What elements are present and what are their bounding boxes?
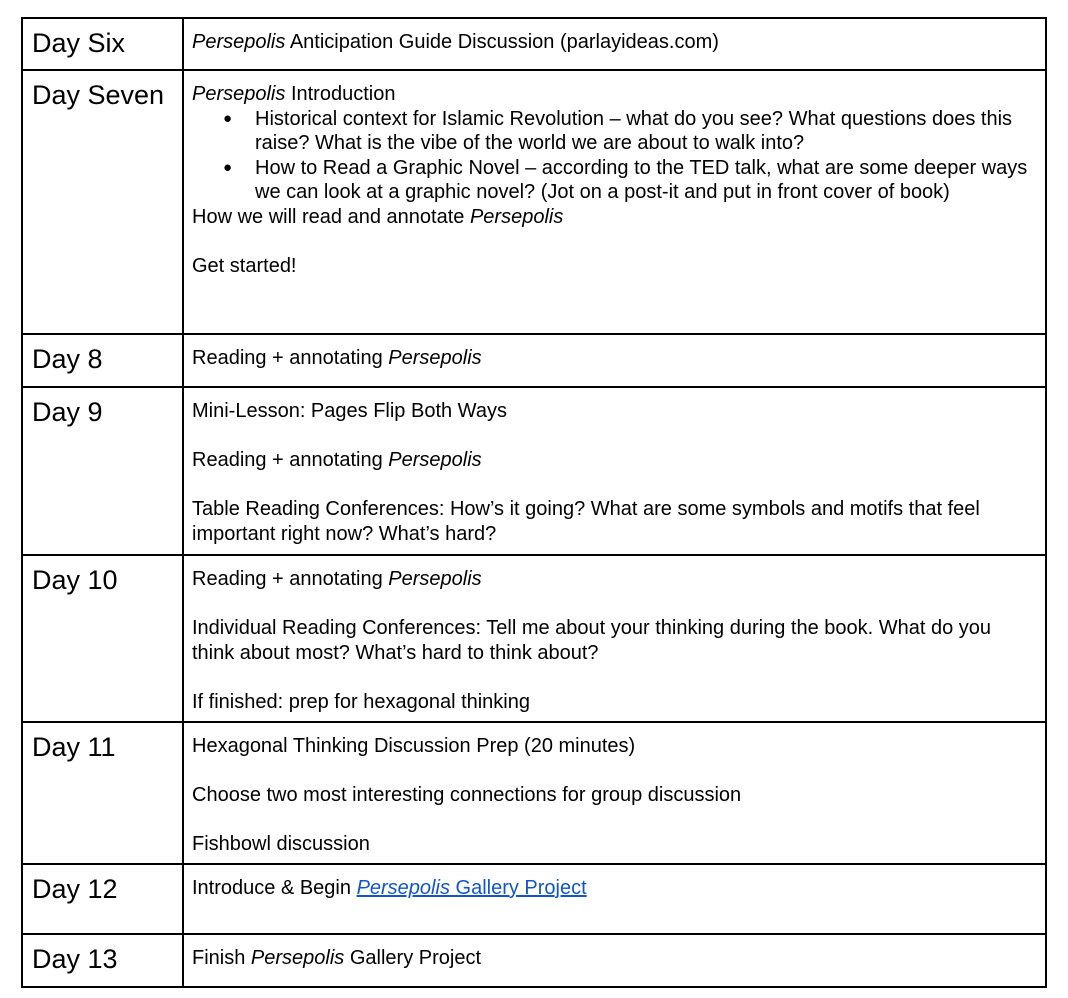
table-row: [22, 864, 1046, 934]
text-run: Hexagonal Thinking Discussion Prep (20 minutes): [192, 735, 636, 757]
list-item: ● Historical context for Islamic Revolution – what do you see? What questions does this raise? What is the vibe of the world we are about to walk into?: [255, 107, 1035, 156]
activity-paragraph: [192, 946, 1035, 971]
table-row: [22, 70, 1046, 334]
text-run: Reading + annotating: [192, 568, 389, 590]
text-run: Choose two most interesting connections for group discussion: [192, 784, 742, 806]
table-row: [22, 18, 1046, 70]
day-activities: [183, 864, 1046, 934]
text-run: Introduction: [285, 83, 396, 105]
text-run: Individual Reading Conferences: Tell me about your thinking during the book. What do you think about most? What’s hard to think about?: [192, 617, 992, 664]
lesson-plan-body: [22, 18, 1046, 987]
text-run: Finish: [192, 947, 251, 969]
day-activities: [183, 555, 1046, 722]
text-run: Table Reading Conferences: How’s it going? What are some symbols and motifs that feel important right now? What’s hard?: [192, 498, 980, 545]
day-activities: [183, 722, 1046, 864]
activity-bullet-list: [192, 107, 1035, 205]
activity-paragraph: [192, 690, 1035, 715]
activity-paragraph: [192, 82, 1035, 107]
activity-paragraph: [192, 783, 1035, 808]
day-label: Day 12: [22, 864, 183, 934]
book-title: Persepolis: [388, 347, 482, 369]
activity-paragraph: [192, 399, 1035, 424]
text-run: Gallery Project: [344, 947, 482, 969]
day-label: Day 11: [22, 722, 183, 864]
text-run: Gallery Project: [449, 877, 587, 899]
text-run: Anticipation Guide Discussion (parlayideas.com): [285, 31, 719, 53]
book-title: Persepolis: [192, 31, 286, 53]
table-row: [22, 722, 1046, 864]
activity-paragraph: [192, 497, 1035, 546]
table-row: [22, 555, 1046, 722]
day-label: Day Seven: [22, 70, 183, 334]
text-run: Introduce & Begin: [192, 877, 357, 899]
text-run: Reading + annotating: [192, 347, 389, 369]
day-activities: [183, 334, 1046, 387]
list-item: ● How to Read a Graphic Novel – according to the TED talk, what are some deeper ways we can look at a graphic novel? (Jot on a post-it and put in front cover of book): [255, 156, 1035, 205]
activity-paragraph: [192, 205, 1035, 230]
day-label: Day 9: [22, 387, 183, 555]
text-run: Mini-Lesson: Pages Flip Both Ways: [192, 400, 507, 422]
gallery-project-link[interactable]: [357, 877, 587, 899]
activity-paragraph: [192, 734, 1035, 759]
activity-paragraph: [192, 346, 1035, 371]
activity-paragraph: [192, 448, 1035, 473]
table-row: [22, 934, 1046, 987]
activity-paragraph: [192, 30, 1035, 55]
table-row: [22, 334, 1046, 387]
text-run: Reading + annotating: [192, 449, 389, 471]
day-activities: [183, 934, 1046, 987]
activity-paragraph: [192, 254, 1035, 279]
book-title: Persepolis: [192, 83, 286, 105]
day-activities: [183, 387, 1046, 555]
text-run: Get started!: [192, 254, 297, 277]
activity-paragraph: [192, 876, 1035, 901]
book-title: Persepolis: [469, 205, 564, 228]
book-title: Persepolis: [356, 877, 450, 899]
day-activities: [183, 18, 1046, 70]
day-label: Day 13: [22, 934, 183, 987]
activity-paragraph: [192, 567, 1035, 592]
day-label: Day Six: [22, 18, 183, 70]
book-title: Persepolis: [388, 449, 482, 471]
lesson-plan-table: [21, 17, 1047, 988]
book-title: Persepolis: [250, 947, 345, 969]
day-label: Day 8: [22, 334, 183, 387]
activity-paragraph: [192, 832, 1035, 857]
activity-paragraph: [192, 616, 1035, 665]
day-label: Day 10: [22, 555, 183, 722]
text-run: Fishbowl discussion: [192, 833, 370, 855]
text-run: How we will read and annotate: [192, 205, 470, 228]
table-row: [22, 387, 1046, 555]
day-activities: [183, 70, 1046, 334]
book-title: Persepolis: [388, 568, 482, 590]
text-run: If finished: prep for hexagonal thinking: [192, 690, 530, 713]
